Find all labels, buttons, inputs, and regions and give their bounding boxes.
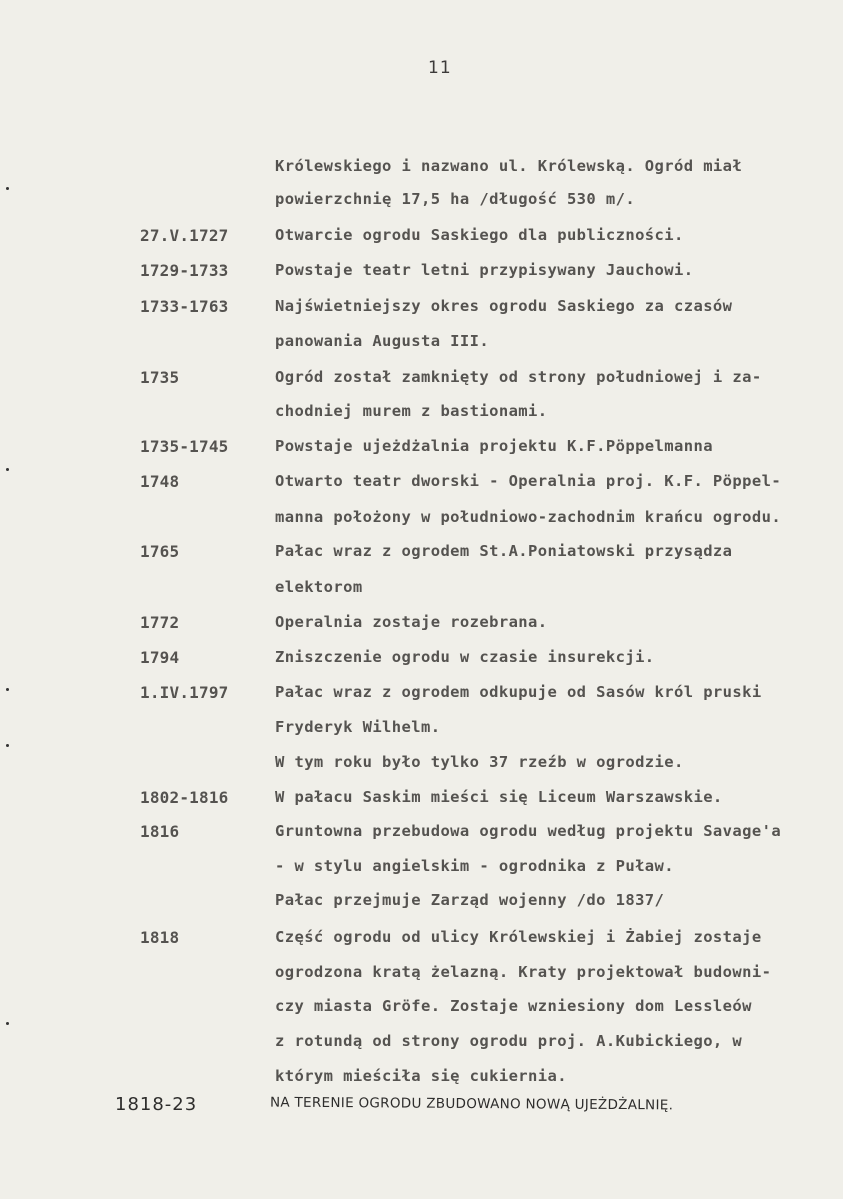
text-line: W tym roku było tylko 37 rzeźb w ogrodzie.	[275, 753, 684, 771]
text-line: W pałacu Saskim mieści się Liceum Warszawskie.	[275, 788, 723, 806]
margin-dot	[6, 744, 9, 747]
entry-date: 1735	[140, 368, 180, 387]
entry-date: 1735-1745	[140, 437, 229, 456]
text-line: Część ogrodu od ulicy Królewskiej i Żabiej zostaje	[275, 928, 762, 946]
text-line: ogrodzona kratą żelazną. Kraty projektował budowni-	[275, 963, 772, 981]
text-line: Powstaje teatr letni przypisywany Jauchowi.	[275, 261, 694, 279]
entry-date: 1802-1816	[140, 788, 229, 807]
text-line: Operalnia zostaje rozebrana.	[275, 613, 548, 631]
margin-dot	[6, 1022, 9, 1025]
text-line: manna położony w południowo-zachodnim krańcu ogrodu.	[275, 508, 782, 526]
text-line: czy miasta Gröfe. Zostaje wzniesiony dom Lessleów	[275, 997, 752, 1015]
text-line: elektorom	[275, 578, 363, 596]
page-number: 11	[428, 58, 452, 78]
text-line: - w stylu angielskim - ogrodnika z Puław.	[275, 857, 675, 875]
text-line: Otwarto teatr dworski - Operalnia proj. K.F. Pöppel-	[275, 472, 782, 490]
entry-date: 1765	[140, 542, 180, 561]
text-line: Królewskiego i nazwano ul. Królewską. Ogród miał	[275, 157, 743, 175]
text-line: Najświetniejszy okres ogrodu Saskiego za czasów	[275, 297, 733, 315]
text-line: Pałac wraz z ogrodem St.A.Poniatowski przysądza	[275, 542, 733, 560]
margin-dot	[6, 468, 9, 471]
text-line: Pałac przejmuje Zarząd wojenny /do 1837/	[275, 891, 665, 909]
entry-date: 27.V.1727	[140, 226, 229, 245]
margin-dot	[6, 187, 9, 190]
text-line: Zniszczenie ogrodu w czasie insurekcji.	[275, 648, 655, 666]
entry-date: 1794	[140, 648, 180, 667]
handwritten-date: 1818-23	[115, 1094, 198, 1115]
entry-date: 1748	[140, 472, 180, 491]
entry-date: 1772	[140, 613, 180, 632]
text-line: panowania Augusta III.	[275, 332, 490, 350]
entry-date: 1733-1763	[140, 297, 229, 316]
text-line: chodniej murem z bastionami.	[275, 402, 548, 420]
text-line: którym mieściła się cukiernia.	[275, 1067, 567, 1085]
entry-date: 1816	[140, 822, 180, 841]
text-line: Otwarcie ogrodu Saskiego dla publiczności.	[275, 226, 684, 244]
text-line: Pałac wraz z ogrodem odkupuje od Sasów król pruski	[275, 683, 762, 701]
entry-date: 1729-1733	[140, 261, 229, 280]
text-line: Ogród został zamknięty od strony południowej i za-	[275, 368, 762, 386]
text-line: Fryderyk Wilhelm.	[275, 718, 441, 736]
text-line: powierzchnię 17,5 ha /długość 530 m/.	[275, 190, 636, 208]
text-line: z rotundą od strony ogrodu proj. A.Kubickiego, w	[275, 1032, 743, 1050]
handwritten-note: NA TERENIE OGRODU ZBUDOWANO NOWĄ UJEŻDŻALNIĘ.	[269, 1094, 674, 1114]
entry-date: 1.IV.1797	[140, 683, 229, 702]
text-line: Powstaje ujeżdżalnia projektu K.F.Pöppelmanna	[275, 437, 713, 455]
text-line: Gruntowna przebudowa ogrodu według projektu Savage'a	[275, 822, 782, 840]
entry-date: 1818	[140, 928, 180, 947]
margin-dot	[6, 688, 9, 691]
